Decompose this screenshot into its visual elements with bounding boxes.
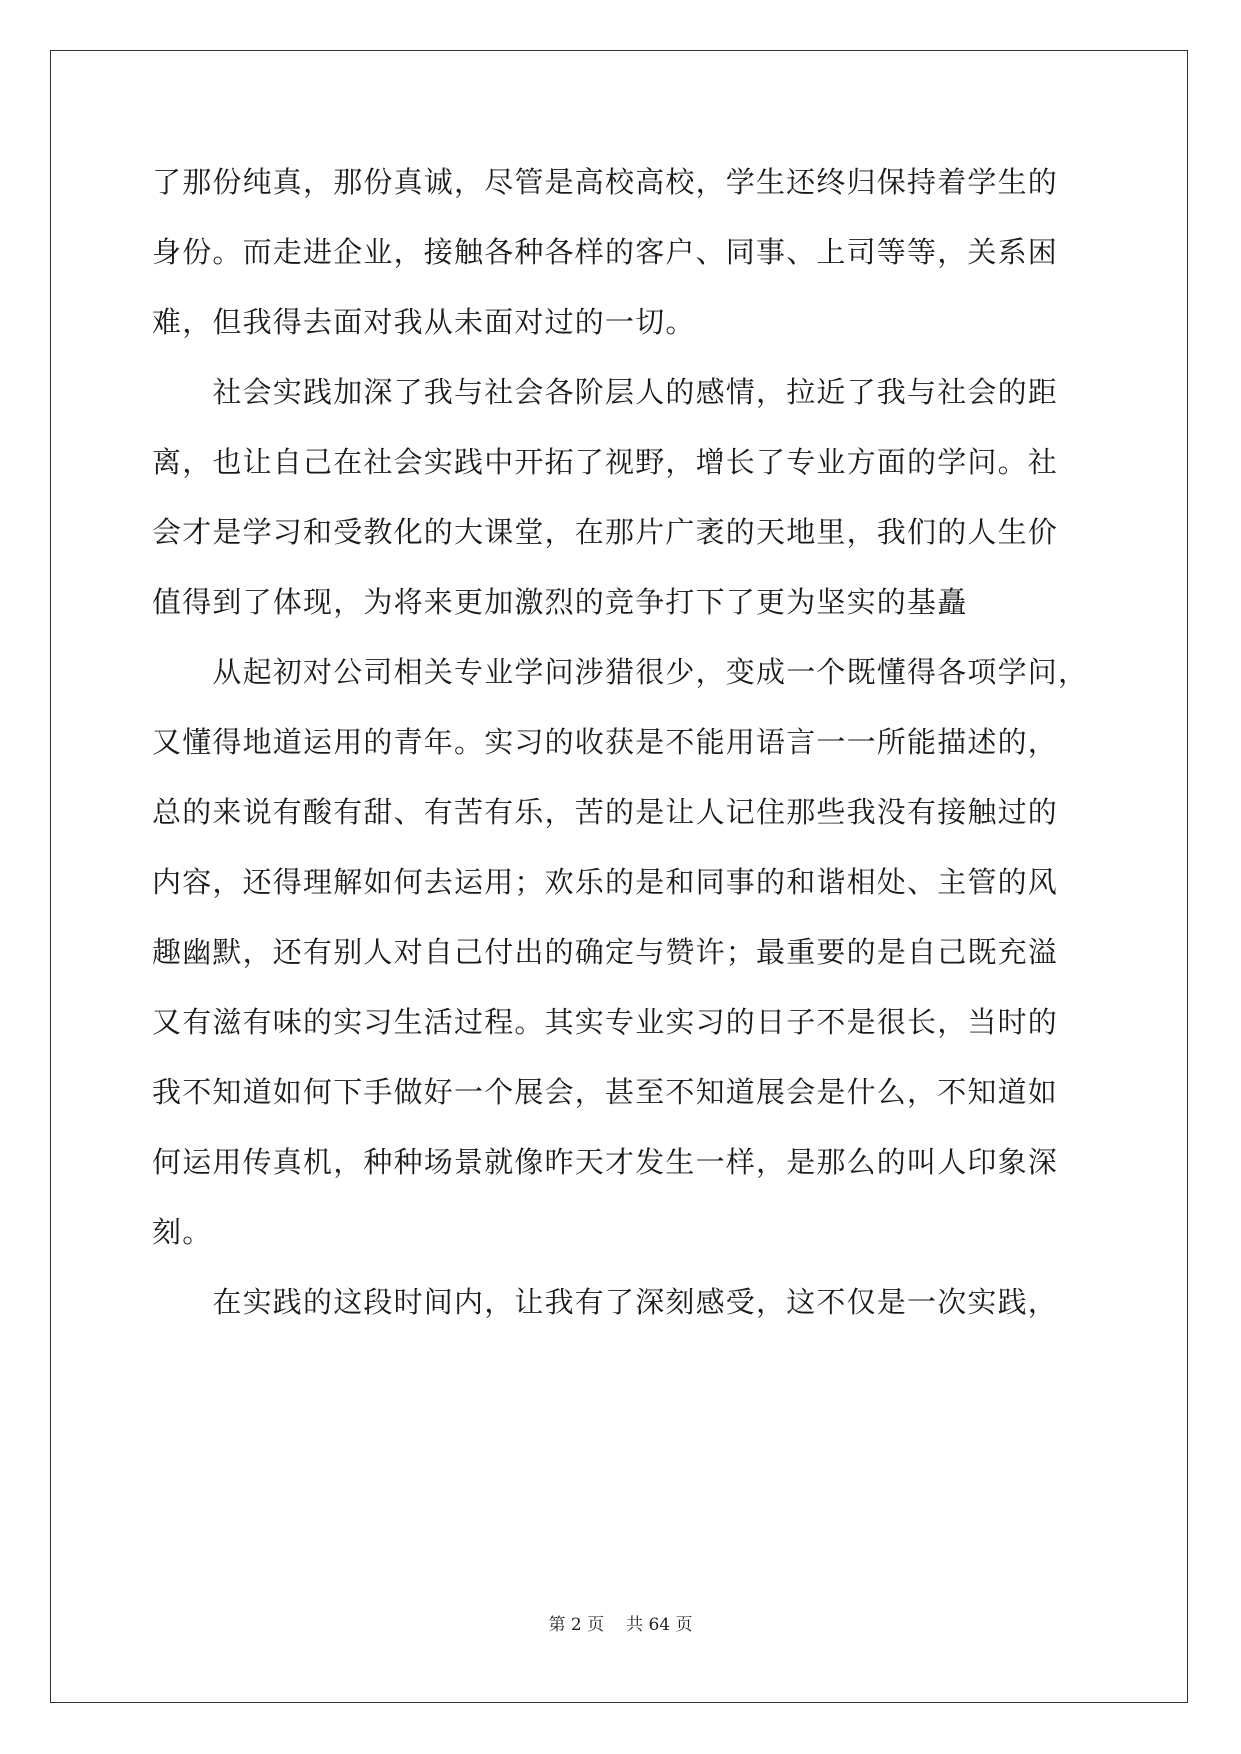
text-line: 社会实践加深了我与社会各阶层人的感情，拉近了我与社会的距 (152, 375, 1059, 409)
text-line: 身份。而走进企业，接触各种各样的客户、同事、上司等等，关系困 (152, 235, 1059, 269)
text-line: 离，也让自己在社会实践中开拓了视野，增长了专业方面的学问。社 (152, 445, 1059, 479)
text-line: 了那份纯真，那份真诚，尽管是高校高校，学生还终归保持着学生的 (152, 165, 1059, 199)
text-line: 又有滋有味的实习生活过程。其实专业实习的日子不是很长，当时的 (152, 1005, 1059, 1039)
page-footer (0, 1613, 1241, 1637)
text-line: 在实践的这段时间内，让我有了深刻感受，这不仅是一次实践， (152, 1285, 1059, 1319)
text-line: 我不知道如何下手做好一个展会，甚至不知道展会是什么，不知道如 (152, 1075, 1059, 1109)
text-line: 总的来说有酸有甜、有苦有乐，苦的是让人记住那些我没有接触过的 (152, 795, 1059, 829)
text-line: 又懂得地道运用的青年。实习的收获是不能用语言一一所能描述的， (152, 725, 1059, 759)
text-line: 何运用传真机，种种场景就像昨天才发生一样，是那么的叫人印象深 (152, 1145, 1059, 1179)
text-line: 难，但我得去面对我从未面对过的一切。 (152, 305, 696, 339)
text-line: 内容，还得理解如何去运用；欢乐的是和同事的和谐相处、主管的风 (152, 865, 1059, 899)
page-total: 共 64 页 (626, 1615, 693, 1635)
text-line: 刻。 (152, 1215, 213, 1249)
text-line: 趣幽默，还有别人对自己付出的确定与赞许；最重要的是自己既充溢 (152, 935, 1059, 969)
text-line: 从起初对公司相关专业学问涉猎很少，变成一个既懂得各项学问， (152, 655, 1089, 689)
text-line: 会才是学习和受教化的大课堂，在那片广袤的天地里，我们的人生价 (152, 515, 1059, 549)
text-line: 值得到了体现，为将来更加激烈的竞争打下了更为坚实的基矗 (152, 585, 968, 619)
page-number: 第 2 页 (548, 1615, 605, 1635)
